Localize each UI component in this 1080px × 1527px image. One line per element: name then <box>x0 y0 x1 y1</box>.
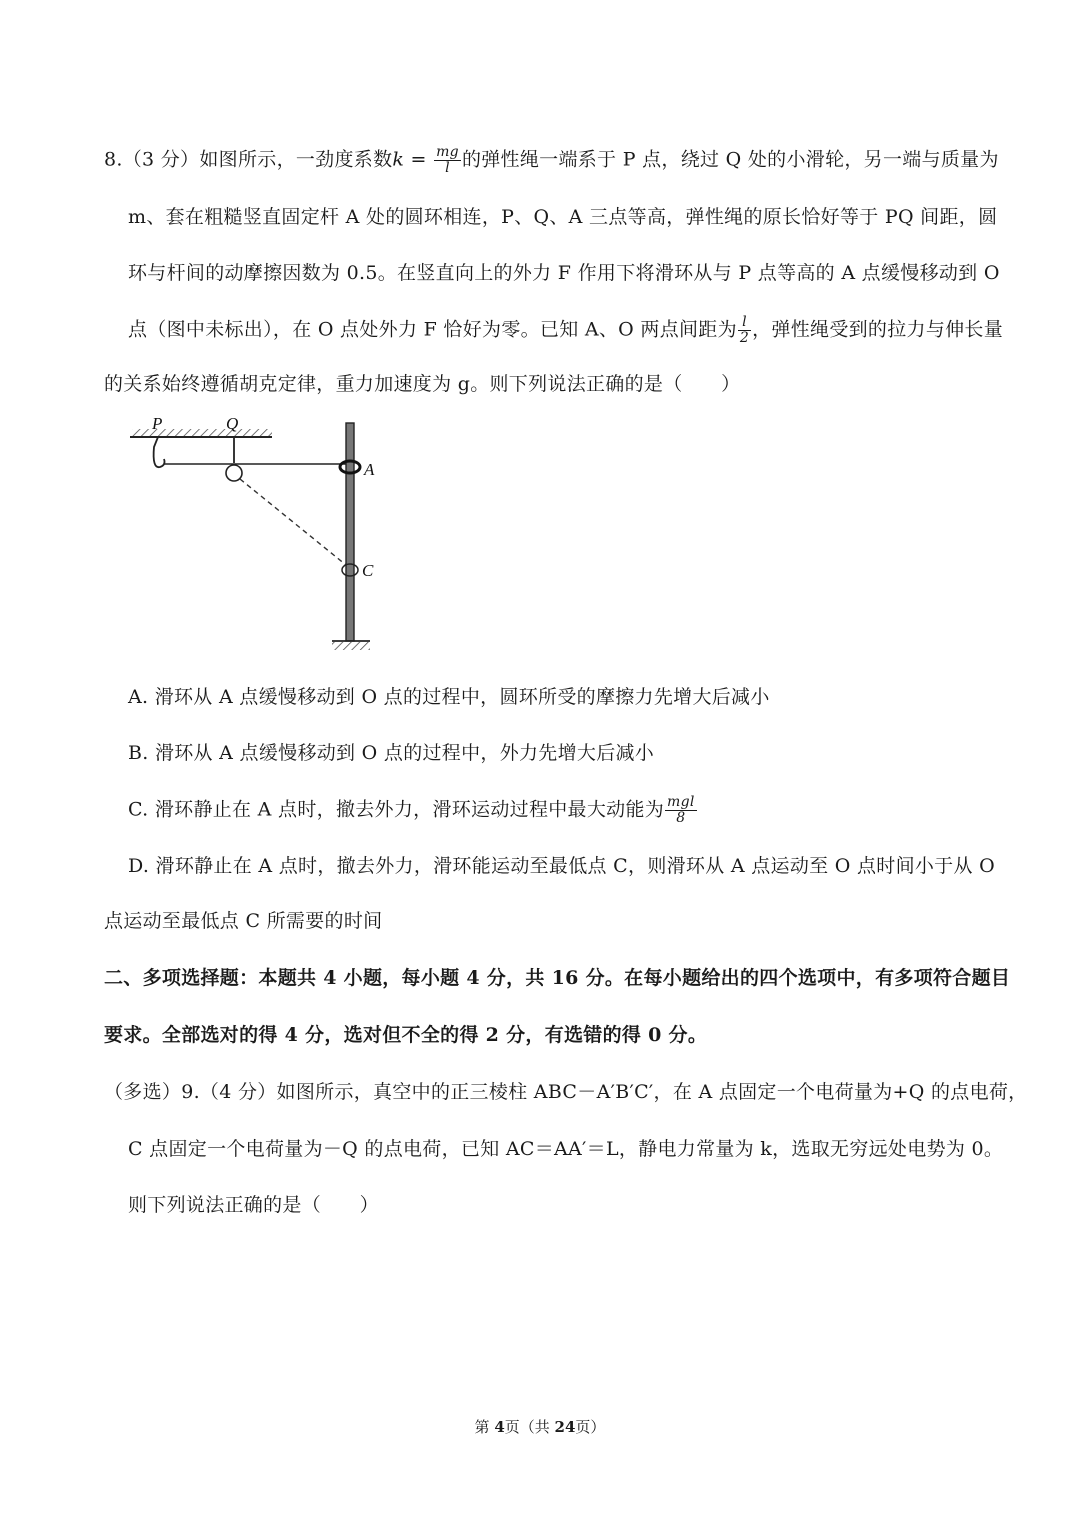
q8-line-1 <box>104 145 999 176</box>
vertical-rod <box>346 423 354 641</box>
kinetic-energy-denominator: 8 <box>676 810 686 826</box>
q8-number: 8. <box>104 148 123 171</box>
q8-text-1a: 如图所示，一劲度系数 <box>199 148 393 171</box>
kinetic-energy-numerator: mgl <box>667 794 695 810</box>
half-fraction <box>738 315 751 346</box>
k-fraction <box>434 145 461 176</box>
q8-line-4 <box>128 315 1003 346</box>
option-c <box>128 795 698 826</box>
k-fraction-numerator: mg <box>436 144 459 160</box>
q8-score: （3 分） <box>122 148 200 171</box>
p-anchor-loop <box>154 437 165 467</box>
q8-text-4b: ，弹性绳受到的拉力与伸长量 <box>752 318 1004 341</box>
label-a: A <box>364 460 375 479</box>
pulley-rod-diagram <box>128 415 398 660</box>
k-symbol: k = <box>392 148 427 171</box>
option-a: A. 滑环从 A 点缓慢移动到 O 点的过程中，圆环所受的摩擦力先增大后减小 <box>128 686 770 708</box>
page-footer <box>0 1416 1080 1437</box>
footer-suffix: 页） <box>575 1418 606 1436</box>
footer-mid: 页（共 <box>504 1418 555 1436</box>
label-p: P <box>152 415 163 433</box>
label-q: Q <box>226 415 239 433</box>
label-c: C <box>362 561 374 580</box>
half-fraction-numerator: l <box>738 315 751 331</box>
option-c-text: C. 滑环静止在 A 点时，撤去外力，滑环运动过程中最大动能为 <box>128 798 665 821</box>
option-d-line-2: 点运动至最低点 C 所需要的时间 <box>104 910 383 932</box>
q8-text-4a: 点（图中未标出），在 O 点处外力 F 恰好为零。已知 A、O 两点间距为 <box>128 318 737 341</box>
q8-line-5: 的关系始终遵循胡克定律，重力加速度为 g。则下列说法正确的是（ ） <box>104 373 741 395</box>
k-fraction-denominator: l <box>445 160 450 176</box>
option-d-line-1: D. 滑环静止在 A 点时，撤去外力，滑环能运动至最低点 C，则滑环从 A 点运动至 O 点时间小于从 O <box>128 855 995 877</box>
footer-page-number: 4 <box>494 1418 505 1436</box>
footer-prefix: 第 <box>474 1418 495 1436</box>
half-fraction-denominator: 2 <box>739 330 750 346</box>
option-b: B. 滑环从 A 点缓慢移动到 O 点的过程中，外力先增大后减小 <box>128 742 655 764</box>
q8-text-1b: 的弹性绳一端系于 P 点，绕过 Q 处的小滑轮，另一端与质量为 <box>461 148 999 171</box>
q8-line-2: m、套在粗糙竖直固定杆 A 处的圆环相连，P、Q、A 三点等高，弹性绳的原长恰好等于 PQ 间距，圆 <box>128 206 998 228</box>
ground-hatch <box>332 642 370 650</box>
q8-line-3: 环与杆间的动摩擦因数为 0.5。在竖直向上的外力 F 作用下将滑环从与 P 点等高的 A 点缓慢移动到 O <box>128 262 1000 284</box>
dashed-cord-to-c <box>240 479 346 565</box>
footer-total-pages: 24 <box>554 1418 576 1436</box>
q9-line-2: C 点固定一个电荷量为－Q 的点电荷，已知 AC＝AA′＝L，静电力常量为 k，选取无穷远处电势为 0。 <box>128 1138 1004 1160</box>
section2-line-2: 要求。全部选对的得 4 分，选对但不全的得 2 分，有选错的得 0 分。 <box>104 1024 708 1046</box>
q9-line-1: （多选）9.（4 分）如图所示，真空中的正三棱柱 ABC－A′B′C′，在 A 点固定一个电荷量为+Q 的点电荷， <box>104 1081 1028 1103</box>
section2-line-1: 二、多项选择题：本题共 4 小题，每小题 4 分，共 16 分。在每小题给出的四个选项中，有多项符合题目 <box>104 967 1011 989</box>
q-pulley <box>226 465 242 481</box>
q9-line-3: 则下列说法正确的是（ ） <box>128 1194 379 1216</box>
kinetic-energy-fraction <box>665 795 697 826</box>
